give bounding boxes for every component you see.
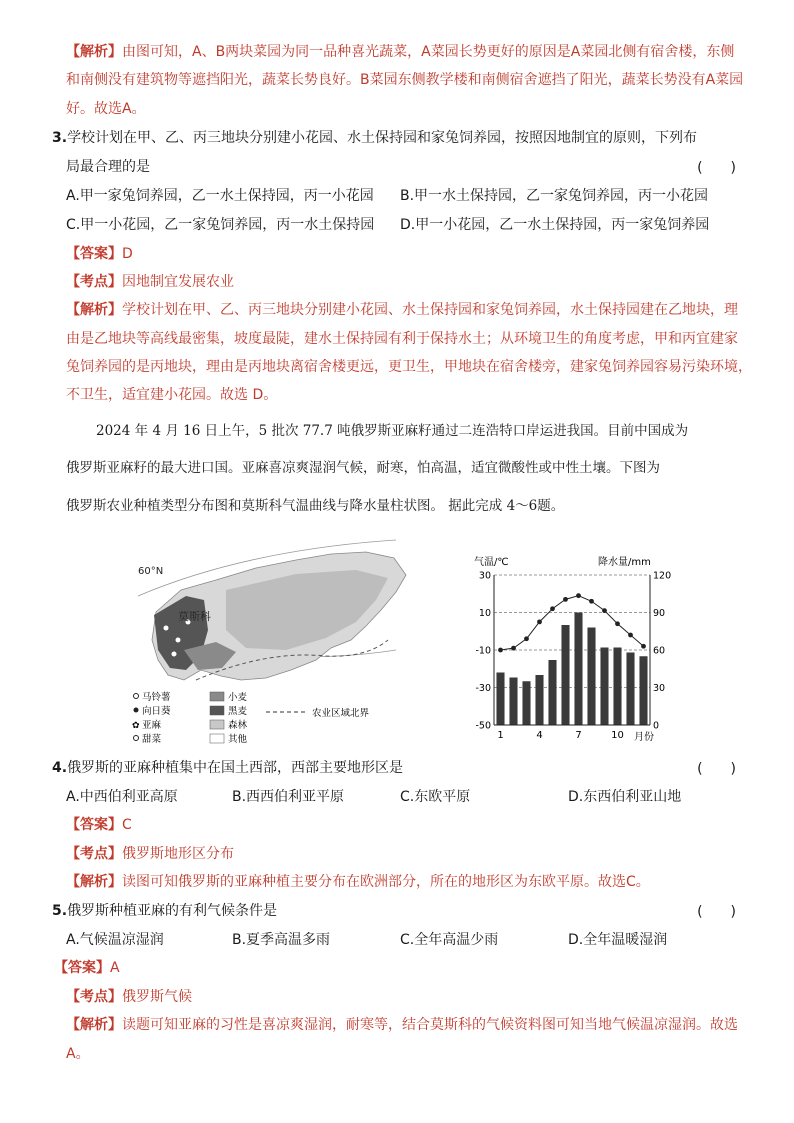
q5-option-c: C.全年高温少雨 xyxy=(400,932,499,948)
analysis-text: 读题可知亚麻的习性是喜凉爽湿润，耐寒等，结合莫斯科的气候资料图可知当地气候温凉湿润。故选 xyxy=(122,1017,738,1033)
y-axis-right-title: 降水量/mm xyxy=(598,557,651,568)
q4-stem xyxy=(52,758,403,778)
question-number: 5. xyxy=(52,903,68,919)
question-number: 3. xyxy=(52,130,68,146)
q4-answer xyxy=(66,815,132,835)
precip-bar xyxy=(626,653,634,726)
legend-beet-label: 甜菜 xyxy=(142,734,162,745)
legend-wheat-swatch xyxy=(210,692,224,701)
temp-point xyxy=(641,644,646,649)
x-tick-label: 4 xyxy=(536,730,543,741)
precip-bar xyxy=(587,628,595,726)
legend-other-label: 其他 xyxy=(228,734,248,745)
q5-option-b: B.夏季高温多雨 xyxy=(232,932,331,948)
legend-beet-icon xyxy=(134,736,139,741)
legend-forest-swatch xyxy=(210,720,224,729)
y-axis-left-title: 气温/℃ xyxy=(474,557,509,568)
point-tag: 【考点】 xyxy=(66,846,122,862)
x-tick-label: 1 xyxy=(497,730,504,741)
analysis-tag: 【解析】 xyxy=(66,302,122,318)
precip-bar xyxy=(561,625,569,725)
q4-option-d: D.东西伯利亚山地 xyxy=(568,789,682,805)
analysis-tag: 【解析】 xyxy=(66,44,122,60)
temp-point xyxy=(537,619,542,624)
legend-flax-label: 亚麻 xyxy=(142,720,162,731)
legend-potato-icon xyxy=(134,694,139,699)
climate-chart-svg xyxy=(470,555,680,745)
point-text: 因地制宜发展农业 xyxy=(122,274,234,290)
q3-option-a: A.甲一家兔饲养园，乙一水土保持园，丙一小花园 xyxy=(66,188,374,204)
q5-answer xyxy=(54,958,120,978)
q3-analysis-line-4: 不卫生，适宜建小花园。故选 D。 xyxy=(66,387,278,403)
answer-value: C xyxy=(122,817,132,833)
point-text: 俄罗斯气候 xyxy=(122,989,192,1005)
temp-point xyxy=(602,608,607,613)
answer-value: A xyxy=(110,960,120,976)
prev-analysis-line-3: 好。故选A。 xyxy=(66,101,146,117)
russia-agriculture-map xyxy=(126,530,412,748)
analysis-text: 学校计划在甲、乙、丙三地块分别建小花园、水土保持园和家兔饲养园，水土保持园建在乙地块，理 xyxy=(122,302,738,318)
prev-analysis-line-2: 和南侧没有建筑物等遮挡阳光，蔬菜长势良好。B菜园东侧教学楼和南侧宿舍遮挡了阳光，蔬菜长势没有A菜园 xyxy=(66,72,744,88)
city-label: 莫斯科 xyxy=(178,610,211,623)
q3-answer-bracket: ( ) xyxy=(697,160,736,176)
q4-answer-bracket: ( ) xyxy=(697,761,736,777)
q4-option-c: C.东欧平原 xyxy=(400,789,471,805)
q3-analysis-line-1 xyxy=(66,300,738,320)
precip-bar xyxy=(613,648,621,726)
x-tick-label: 10 xyxy=(611,730,624,741)
temp-point xyxy=(576,593,581,598)
q5-stem xyxy=(52,901,277,921)
q3-stem-line-2: 局最合理的是 xyxy=(66,159,150,175)
temp-tick-label: -10 xyxy=(475,645,491,657)
x-axis-title: 月份 xyxy=(634,732,654,743)
analysis-text: 读图可知俄罗斯的亚麻种植主要分布在欧洲部分，所在的地形区为东欧平原。故选C。 xyxy=(122,874,650,890)
temp-curve xyxy=(498,593,646,652)
temp-point xyxy=(511,646,516,651)
q5-point xyxy=(66,987,192,1007)
temp-tick-label: 30 xyxy=(478,570,491,582)
temp-point xyxy=(615,621,620,626)
q5-option-a: A.气候温凉湿润 xyxy=(66,932,164,948)
legend-forest-label: 森林 xyxy=(228,720,248,731)
q3-analysis-line-2: 由是乙地块等高线最密集，坡度最陡，建水土保持园有利于保持水土；从环境卫生的角度考虑，甲和丙宜建家 xyxy=(66,331,738,347)
temp-tick-label: 10 xyxy=(478,608,491,619)
answer-tag: 【答案】 xyxy=(66,817,122,833)
beet-marker xyxy=(172,652,177,657)
q4-option-a: A.中西伯利亚高原 xyxy=(66,789,178,805)
point-text: 俄罗斯地形区分布 xyxy=(122,846,234,862)
moscow-climate-chart xyxy=(470,555,680,745)
precip-tick-label: 90 xyxy=(653,608,666,619)
q4-option-b: B.西西伯利亚平原 xyxy=(232,789,345,805)
legend-sunflower-icon xyxy=(134,708,139,713)
precip-tick-label: 60 xyxy=(653,645,666,657)
point-tag: 【考点】 xyxy=(66,989,122,1005)
temp-point xyxy=(550,606,555,611)
q5-option-d: D.全年温暖湿润 xyxy=(568,932,668,948)
analysis-tag: 【解析】 xyxy=(66,1017,122,1033)
q3-answer xyxy=(66,244,133,264)
map-legend xyxy=(132,691,370,745)
legend-potato-label: 马铃薯 xyxy=(142,692,171,703)
temp-tick-label: -50 xyxy=(475,720,491,732)
potato-marker xyxy=(164,626,169,631)
material-line-3: 俄罗斯农业种植类型分布图和莫斯科气温曲线与降水量柱状图。 据此完成 4～6题。 xyxy=(66,498,565,514)
precip-bar xyxy=(496,673,504,726)
precip-bar xyxy=(535,675,543,725)
answer-tag: 【答案】 xyxy=(66,246,122,262)
q4-analysis xyxy=(66,872,650,892)
legend-wheat-label: 小麦 xyxy=(228,692,248,703)
x-tick-label: 7 xyxy=(575,730,582,741)
q4-point xyxy=(66,844,234,864)
question-stem: 学校计划在甲、乙、丙三地块分别建小花园、水土保持园和家兔饲养园，按照因地制宜的原则，下列布 xyxy=(67,130,698,146)
legend-sunflower-label: 向日葵 xyxy=(142,706,171,717)
legend-rye-label: 黑麦 xyxy=(228,706,248,717)
question-stem: 俄罗斯种植亚麻的有利气候条件是 xyxy=(67,903,278,919)
material-line-2: 俄罗斯亚麻籽的最大进口国。亚麻喜凉爽湿润气候，耐寒，怕高温，适宜微酸性或中性土壤。下图为 xyxy=(66,460,660,476)
lat-label: 60°N xyxy=(138,566,164,577)
answer-value: D xyxy=(122,246,133,262)
temp-point xyxy=(524,636,529,641)
q3-option-b: B.甲一水土保持园，乙一家兔饲养园，丙一小花园 xyxy=(400,188,709,204)
temp-point xyxy=(498,648,503,653)
q5-analysis-line-2: A。 xyxy=(66,1046,90,1062)
q3-option-c: C.甲一小花园，乙一家兔饲养园，丙一水土保持园 xyxy=(66,217,375,233)
q3-option-d: D.甲一小花园，乙一水土保持园，丙一家兔饲养园 xyxy=(400,217,710,233)
q3-analysis-line-3: 兔饲养园的是丙地块，理由是丙地块离宿舍楼更远，更卫生，甲地块在宿舍楼旁，建家兔饲养园容易污染环境， xyxy=(66,359,752,375)
temp-line xyxy=(501,596,644,650)
analysis-tag: 【解析】 xyxy=(66,874,122,890)
q3-point xyxy=(66,272,234,292)
point-tag: 【考点】 xyxy=(66,274,122,290)
precip-bar xyxy=(600,648,608,726)
map-svg xyxy=(126,530,412,748)
legend-rye-swatch xyxy=(210,706,224,715)
legend-flax-icon: ✿ xyxy=(132,721,140,731)
material-line-1: 2024 年 4 月 16 日上午，5 批次 77.7 吨俄罗斯亚麻籽通过二连浩特口岸运进我国。目前中国成为 xyxy=(96,423,689,439)
precip-bar xyxy=(574,613,582,726)
q3-stem-line-1 xyxy=(52,128,697,148)
temp-point xyxy=(563,597,568,602)
precip-bars xyxy=(496,613,647,726)
precip-bar xyxy=(639,656,647,725)
legend-boundary-label: 农业区域北界 xyxy=(312,708,370,719)
analysis-text: 由图可知，A、B两块菜园为同一品种喜光蔬菜，A菜园长势更好的原因是A菜园北侧有宿舍楼，东侧 xyxy=(122,44,735,60)
precip-bar xyxy=(548,660,556,725)
q5-analysis-line-1 xyxy=(66,1015,738,1035)
temp-point xyxy=(589,599,594,604)
temp-point xyxy=(628,633,633,638)
precip-tick-label: 30 xyxy=(653,683,666,694)
q5-answer-bracket: ( ) xyxy=(697,904,736,920)
precip-bar xyxy=(509,678,517,726)
prev-analysis-line-1 xyxy=(66,42,734,62)
question-number: 4. xyxy=(52,760,68,776)
sunflower-marker xyxy=(176,638,181,643)
temp-tick-label: -30 xyxy=(475,683,491,694)
answer-tag: 【答案】 xyxy=(54,960,110,976)
precip-tick-label: 0 xyxy=(653,720,660,732)
legend-other-swatch xyxy=(210,734,224,743)
precip-tick-label: 120 xyxy=(653,570,672,582)
question-stem: 俄罗斯的亚麻种植集中在国土西部，西部主要地形区是 xyxy=(67,760,404,776)
precip-bar xyxy=(522,681,530,725)
